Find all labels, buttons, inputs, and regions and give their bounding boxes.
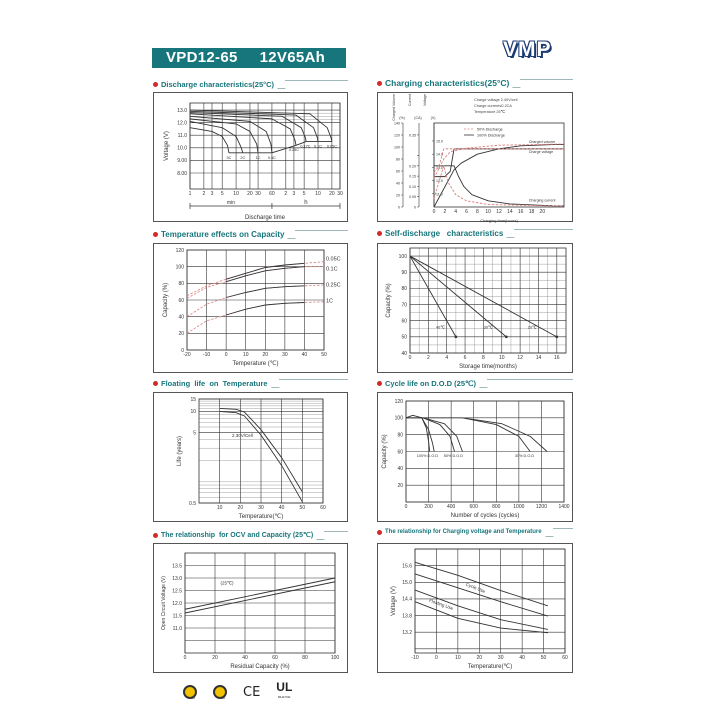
series-label: 0.25C (325, 282, 341, 289)
x-tick-label: 30 (282, 352, 288, 358)
x-tick-label: 1400 (558, 504, 570, 510)
voltage-tick-label: 15.0 (436, 139, 443, 144)
x-tick-label: 1 (188, 191, 192, 197)
bullet-icon (377, 231, 382, 236)
y-tick-label: 40 (397, 466, 403, 473)
y-tick-label: 13.2 (402, 630, 412, 636)
current-tick-label: 0.10 (409, 184, 416, 189)
x-tick-label: 200 (424, 504, 433, 510)
y-tick-label: 100 (398, 253, 407, 260)
y-axis-title: Capacity (%) (382, 434, 388, 469)
discharge-chart-svg (154, 93, 349, 223)
x-tick-label: 6 (463, 355, 467, 361)
series-label: 20℃ (527, 325, 537, 330)
chart-annotation: (25℃) (220, 580, 234, 586)
x-axis-title: Residual Capacity (%) (230, 664, 290, 670)
voltage-tick-label: 12.0 (436, 179, 443, 184)
y-axis-title: Capacity (%) (386, 283, 392, 318)
discharge-series-2c (190, 121, 243, 152)
x-tick-label: 10 (216, 505, 223, 511)
x-axis-title: Discharge time (244, 215, 286, 221)
model-name: VPD12-65 (166, 49, 238, 66)
temperature-series-0-25c-estimate (187, 285, 324, 317)
x-tick-label: 4 (454, 209, 458, 215)
charging-voltage-chart-svg (378, 544, 574, 674)
y-tick-label: 50 (401, 334, 407, 341)
temperature-series-0-1c-estimate (187, 267, 324, 299)
cycle-life-series-100-d-o-d (406, 415, 430, 451)
y-tick-label: 5 (193, 430, 196, 437)
x-axis-title: Charging time(hours) (480, 218, 518, 223)
heading-floating-life (153, 377, 348, 389)
x-tick-label: 10 (498, 355, 505, 361)
heading-text: The relationship for OCV and Capacity (25℃) (161, 532, 314, 539)
series-label: 0.17C (300, 144, 311, 149)
series-label: 50% D.O.D (443, 454, 464, 459)
iso-label: ISO (220, 696, 226, 700)
charging-note: Charge current≤0.2CA (474, 104, 512, 108)
y-tick-label: 60 (397, 449, 403, 456)
series-label: 30% D.O.D (514, 454, 535, 459)
y-tick-label: 90 (401, 270, 407, 277)
series-label: 1C (255, 155, 261, 160)
x-tick-label: 50 (299, 505, 306, 511)
x-tick-label: 0 (404, 504, 408, 510)
cycle-life-chart-svg (378, 393, 574, 523)
y-tick-label: 13.0 (172, 575, 182, 582)
y-tick-label: 80 (401, 286, 407, 293)
iso-cert-icon (183, 685, 197, 699)
voltage-tick-label: 11.0 (436, 192, 443, 197)
heading-rule (512, 79, 573, 88)
self-discharge-chart-svg (378, 244, 574, 374)
series-label: 2C (240, 155, 246, 160)
series-label: 40℃ (436, 325, 445, 330)
x-tick-label: 14 (507, 209, 513, 215)
heading-text: Floating life on Temperature (161, 378, 268, 388)
x-tick-label: 60 (562, 655, 568, 661)
heading-rule (506, 229, 573, 238)
x-tick-label: 0 (435, 655, 438, 661)
x-tick-label: 20 (329, 191, 335, 197)
series-label: 0.6C (267, 155, 276, 160)
x-tick-label: 10 (242, 352, 249, 358)
y-tick-label: 15 (190, 396, 196, 403)
current-tick-label: 0.20 (409, 164, 416, 169)
volume-axis-title: Charged Volume (392, 94, 396, 121)
x-tick-label: 40 (519, 655, 525, 661)
y-tick-label: 13.0 (177, 107, 187, 114)
heading-charging-voltage (377, 526, 573, 538)
volume-axis-unit: (%) (399, 116, 405, 120)
y-tick-label: 80 (397, 432, 403, 439)
x-tick-label: 16 (517, 209, 524, 215)
chart-annotation: Charging current (528, 198, 556, 203)
x-tick-label: 60 (272, 655, 278, 661)
x-tick-label: 0 (183, 655, 187, 661)
y-tick-label: 40 (178, 314, 184, 321)
y-axis-title: Voltage (V) (391, 586, 397, 616)
charging-note: Temperature 25℃ (474, 110, 505, 114)
ocv-chart (153, 543, 348, 673)
charging-note: Charge voltage 2.40V/cell (474, 98, 518, 102)
chart-annotation: Floating Use (428, 597, 454, 612)
x-tick-label: 8 (482, 355, 485, 361)
x-tick-label: 10 (485, 209, 491, 215)
charging-chart (377, 92, 573, 222)
y-tick-label: 0 (181, 347, 184, 354)
y-tick-label: 15.0 (402, 580, 412, 587)
volume-tick-label: 20 (396, 193, 400, 198)
y-tick-label: 11.5 (172, 613, 182, 620)
voltage-axis-title: Voltage (423, 94, 427, 106)
bullet-icon (153, 533, 158, 538)
temperature-series-1c-estimate (187, 302, 324, 334)
current-tick-label: 0.05 (409, 195, 416, 200)
plot-frame (410, 248, 566, 353)
x-tick-label: -20 (183, 352, 191, 358)
volume-tick-label: 80 (396, 157, 400, 162)
x-tick-label: 14 (535, 355, 542, 361)
volume-tick-label: 0 (398, 205, 400, 210)
x-tick-label: 3 (292, 191, 296, 197)
y-tick-label: 8.00 (177, 170, 187, 177)
discharge-series-0-25c (190, 114, 296, 145)
x-axis-title: Temperature (℃) (232, 361, 279, 367)
y-axis-title: Capacity (%) (163, 282, 169, 318)
bullet-icon (377, 81, 382, 86)
y-axis-title: Voltage (V) (164, 131, 170, 161)
volume-tick-label: 60 (396, 169, 400, 174)
voltage-tick-label: 14.0 (436, 152, 443, 157)
chart-annotation: Charged volume (528, 139, 556, 144)
bullet-icon (153, 82, 158, 87)
charging-voltage-chart (377, 543, 573, 673)
y-tick-label: 14.4 (402, 596, 412, 603)
y-tick-label: 10 (190, 409, 196, 416)
heading-text: Temperature effects on Capacity (161, 229, 285, 239)
x-tick-label: 30 (255, 191, 261, 197)
y-axis-title: Life (years) (177, 435, 183, 467)
x-tick-label: 30 (258, 505, 264, 511)
volume-tick-label: 100 (394, 145, 400, 150)
series-label: 100% D.O.D (416, 454, 439, 459)
x-axis-title: Temperature(℃) (238, 514, 284, 520)
series-label: 0.1C (313, 144, 323, 149)
x-axis-title: Number of cycles (cycles) (450, 513, 520, 519)
y-tick-label: 120 (175, 247, 184, 254)
y-tick-label: 12.5 (172, 588, 182, 595)
y-tick-label: 20 (397, 482, 403, 489)
series-label: 0.05C (326, 144, 337, 149)
charging-voltage-series-floating-lower (415, 602, 548, 633)
model-spec: 12V65Ah (259, 49, 326, 66)
hours-label: h (304, 200, 308, 206)
charging-chart-svg (378, 93, 574, 223)
y-tick-label: 13.8 (402, 613, 412, 620)
x-tick-label: 40 (278, 505, 285, 511)
temperature-chart-svg (154, 244, 349, 374)
heading-ocv (153, 529, 348, 541)
current-tick-label: 0.15 (409, 174, 416, 179)
x-tick-label: 3 (210, 191, 214, 197)
x-axis-title: Storage time(months) (459, 364, 517, 370)
chart-annotation: 2.30V/Cell (232, 433, 253, 439)
y-tick-label: 13.5 (172, 563, 182, 570)
x-axis-title: Temperature(℃) (467, 664, 513, 670)
x-tick-label: 18 (528, 209, 535, 215)
current-tick-label: 0.35 (409, 133, 416, 138)
y-tick-label: 11.0 (172, 625, 182, 632)
x-tick-label: -10 (202, 352, 211, 358)
series-label: 3C (226, 155, 232, 160)
endpoint-marker (505, 336, 508, 339)
heading-rule (316, 531, 348, 540)
x-tick-label: 1000 (513, 504, 525, 510)
heading-rule (271, 379, 348, 388)
x-tick-label: 20 (212, 655, 218, 661)
discharge-chart (153, 92, 348, 222)
y-tick-label: 40 (401, 350, 407, 357)
x-tick-label: 4 (445, 355, 449, 361)
x-tick-label: 80 (302, 655, 308, 661)
discharge-series-0-6c (190, 116, 272, 153)
y-tick-label: 120 (394, 398, 403, 405)
self-discharge-chart (377, 243, 573, 373)
y-tick-label: 11.0 (177, 133, 187, 140)
x-tick-label: 20 (476, 655, 483, 661)
current-axis-title: Current (408, 94, 412, 106)
current-tick-label: 0 (414, 205, 416, 210)
y-tick-label: 60 (401, 318, 407, 325)
series-label: 30℃ (483, 325, 493, 330)
x-tick-label: 2 (443, 209, 447, 215)
heading-rule (479, 379, 573, 388)
x-tick-label: 60 (269, 191, 275, 197)
x-tick-label: 16 (554, 355, 560, 361)
bullet-icon (153, 232, 158, 237)
x-tick-label: 0 (224, 352, 228, 358)
x-tick-label: 5 (220, 191, 224, 197)
legend-label: 100% Discharge (477, 133, 505, 138)
heading-text: The relationship for Charging voltage and Temperature (385, 529, 542, 535)
x-tick-label: 12 (496, 209, 502, 215)
x-tick-label: 30 (497, 655, 504, 661)
chart-annotation: Cycle Use (465, 581, 487, 594)
heading-cycle-life (377, 377, 573, 389)
floating-life-chart-svg (154, 393, 349, 523)
chart-annotation: Charge voltage (528, 150, 554, 154)
discharge-series-0-17c (190, 113, 306, 142)
y-tick-label: 9.00 (177, 158, 187, 165)
heading-discharge (153, 78, 348, 90)
ul-mark-icon (276, 682, 292, 702)
brand-logo: VMP (503, 38, 552, 61)
x-tick-label: 10 (233, 191, 239, 197)
minutes-label: min (226, 200, 235, 206)
x-tick-label: 2 (202, 191, 206, 197)
y-tick-label: 12.0 (172, 600, 182, 607)
bullet-icon (153, 381, 158, 386)
voltage-axis-unit: (V) (430, 116, 436, 120)
x-tick-label: 10 (455, 655, 461, 661)
heading-rule (277, 80, 348, 89)
y-tick-label: 15.6 (402, 563, 412, 570)
cycle-life-chart (377, 392, 573, 522)
y-tick-label: 60 (178, 297, 184, 304)
x-tick-label: 5 (302, 191, 306, 197)
x-tick-label: 0 (408, 355, 412, 361)
endpoint-marker (556, 336, 559, 339)
ocv-series-lower (185, 582, 335, 613)
volume-tick-label: 120 (394, 133, 400, 138)
series-label: 0.1C (325, 266, 338, 273)
x-tick-label: 50 (540, 655, 547, 661)
ul-label: UL (276, 680, 293, 694)
legend-label: 50% Discharge (477, 127, 503, 132)
x-tick-label: 20 (262, 352, 269, 358)
heading-temperature (153, 228, 348, 240)
x-tick-label: 2 (284, 191, 288, 197)
x-tick-label: 2 (426, 355, 430, 361)
heading-text: Self-discharge characteristics (385, 228, 504, 238)
x-tick-label: 8 (475, 209, 479, 215)
y-axis-title: Open Circuit Voltage (V) (161, 576, 167, 630)
x-tick-label: 800 (492, 504, 501, 510)
endpoint-marker (455, 336, 458, 339)
x-tick-label: 6 (465, 209, 468, 215)
x-tick-label: -10 (411, 655, 419, 661)
current-axis-unit: (CA) (414, 116, 422, 120)
y-tick-label: 70 (401, 302, 407, 309)
iso-label: ISO (190, 696, 196, 700)
ocv-chart-svg (154, 544, 349, 674)
y-tick-label: 100 (175, 264, 184, 271)
heading-charging (377, 77, 573, 89)
y-tick-label: 20 (178, 331, 184, 338)
bullet-icon (377, 381, 382, 386)
volume-tick-label: 140 (394, 121, 400, 126)
heading-text: Discharge characteristics(25°C) (161, 79, 275, 89)
x-tick-label: 100 (330, 655, 340, 661)
y-tick-label: 10.0 (177, 145, 187, 152)
bullet-icon (377, 530, 382, 535)
y-tick-label: 0.5 (189, 500, 196, 507)
discharge-series-3c (190, 128, 229, 153)
model-title-bar (152, 48, 346, 68)
x-tick-label: 30 (337, 191, 343, 197)
x-tick-label: 1200 (535, 504, 547, 510)
x-tick-label: 0 (432, 209, 436, 215)
temperature-chart (153, 243, 348, 373)
x-tick-label: 50 (321, 352, 327, 358)
x-tick-label: 12 (517, 355, 523, 361)
ce-mark-icon: CE (243, 684, 261, 700)
ocv-series-upper (185, 578, 335, 609)
x-tick-label: 20 (237, 505, 244, 511)
certification-logos (183, 682, 292, 702)
heading-self-discharge (377, 227, 573, 239)
x-tick-label: 600 (469, 504, 478, 510)
floating-life-chart (153, 392, 348, 522)
iso-cert-icon (213, 685, 227, 699)
series-label: 0.05C (325, 256, 341, 263)
heading-text: Charging characteristics(25°C) (385, 78, 510, 88)
x-tick-label: 20 (539, 209, 546, 215)
volume-tick-label: 40 (396, 181, 400, 186)
heading-rule (287, 230, 348, 239)
y-tick-label: 80 (178, 281, 184, 288)
series-label: 0.25C (288, 148, 299, 153)
voltage-tick-label: 13.0 (436, 165, 443, 170)
heading-text: Cycle life on D.O.D (25℃) (385, 378, 476, 388)
x-tick-label: 40 (301, 352, 308, 358)
x-tick-label: 60 (320, 505, 326, 511)
y-tick-label: 12.0 (177, 120, 187, 127)
x-tick-label: 40 (242, 655, 248, 661)
y-tick-label: 100 (394, 415, 403, 422)
series-label: 1C (325, 298, 333, 305)
heading-rule (545, 528, 573, 537)
x-tick-label: 20 (247, 191, 253, 197)
x-tick-label: 400 (446, 504, 456, 510)
x-tick-label: 10 (315, 191, 321, 197)
ul-number: MH47311 (277, 695, 291, 699)
